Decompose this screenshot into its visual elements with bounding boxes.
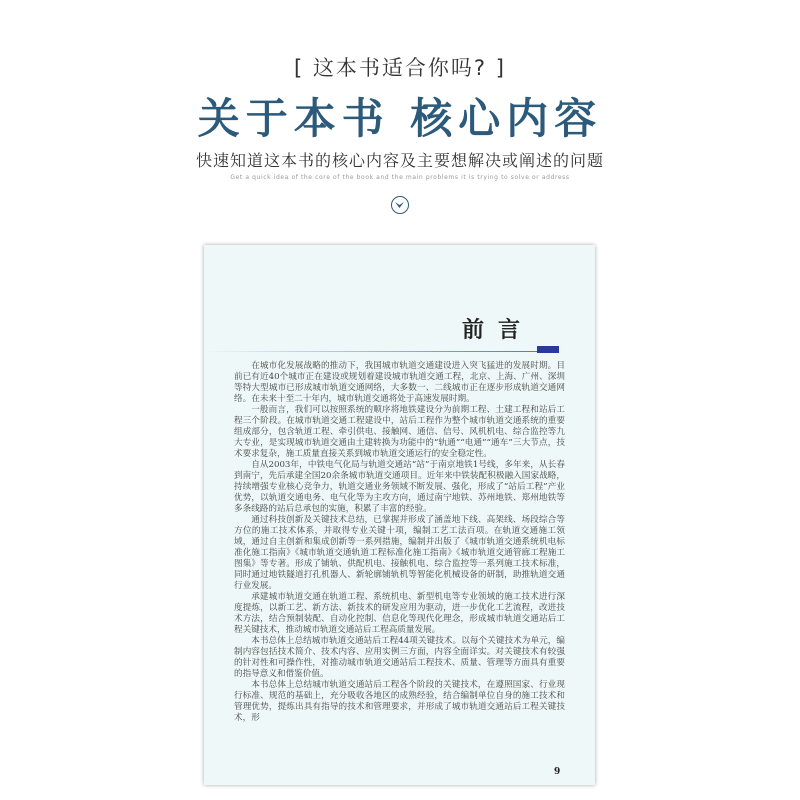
paragraph: 一般而言，我们可以按照系统的顺序将地铁建设分为前期工程、土建工程和站后工程三个阶段。在城市轨道交通工程建设中，站后工程作为整个城市轨道交通系统的重要组成部分，包含轨道工程、牵引供电、接触网、通信、信号、风机机电、综合监控等九大专业，是实现城市轨道交通由土建转换为功能中的“轨通”“电通”“通车”三大节点，技术要求复杂，施工质量直接关系到城市轨道交通运行的安全稳定性。 [234,405,565,459]
heading-rule [204,351,540,352]
section-subtitle-english: Get a quick idea of the core of the book and the main problems it is trying to solve or address [230,174,570,181]
paragraph: 承建城市轨道交通在轨道工程、系统机电、新型机电等专业领域的施工技术进行深度提炼，以新工艺、新方法、新技术的研发应用为驱动，进一步优化工艺流程，改进技术方法，结合预制装配、自动化控制、信息化等现代化理念，形成城市轨道交通站后工程关键技术，推动城市轨道交通站后工程高质量发展。 [234,592,565,635]
page-body [234,361,565,724]
paragraph: 通过科技创新及关键技术总结，已掌握并形成了涵盖地下线、高架线、场段综合等方位的施工技术体系，并取得专业关键十项，编制工艺工法百项。在轨道交通施工领域，通过自主创新和集成创新等一系列措施，编制并出版了《城市轨道交通系统机电标准化施工指南》《城市轨道交通轨道工程标准化施工指南》《城市轨道交通管廊工程施工图集》等专著。形成了铺轨、供配机电、接触机电、综合监控等一系列施工技术标准，同时通过地铁隧道打孔机器人、新轮廓铺轨机等智能化机械设备的研制，助推轨道交通行业发展。 [234,515,565,591]
chevron-down-circle-icon [391,196,409,214]
paragraph: 本书总体上总结城市轨道交通站后工程各个阶段的关键技术，在遵照国家、行业现行标准、规范的基础上，充分吸收各地区的成熟经验，结合编制单位自身的施工技术和管理优势，提炼出具有指导的技术和管理要求，并形成了城市轨道交通站后工程关键技术，形 [234,680,565,723]
tagline: [ 这本书适合你吗? ] [294,56,506,80]
page-number: 9 [554,767,561,777]
page-heading: 前言 [462,318,535,343]
book-page-preview [204,245,595,785]
paragraph: 本书总体上总结城市轨道交通站后工程44项关键技术。以每个关键技术为单元，编制内容包括技术简介、技术内容、应用实例三方面，内容全面详实。对关键技术有较强的针对性和可操作性，对推动城市轨道交通站后工程技术、质量、管理等方面具有重要的指导意义和借鉴价值。 [234,636,565,679]
paragraph: 自从2003年，中铁电气化局与轨道交通站“站”于南京地铁1号线，多年来，从长春到南宁，先后承建全国20余条城市轨道交通项目。近年来中铁装配积极融入国家战略，持续增强专业核心竞争力，轨道交通业务领域不断发展、强化，形成了“站后工程”产业优势，以轨道交通电务、电气化等为主攻方向，通过南宁地铁、苏州地铁、郑州地铁等多条线路的站后总承包的实施，积累了丰富的经验。 [234,460,565,514]
paragraph: 在城市化发展战略的推动下，我国城市轨道交通建设进入突飞猛进的发展时期。目前已有近40个城市正在建设或规划着建设城市轨道交通工程，北京、上海、广州、深圳等特大型城市已形成城市轨道交通网络，大多数一、二线城市正在逐步形成轨道交通网络。在未来十至二十年内，城市轨道交通将处于高速发展时期。 [234,361,565,404]
section-title: 关于本书 核心内容 [197,94,603,143]
heading-accent-block [537,346,559,353]
section-subtitle: 快速知道这本书的核心内容及主要想解决或阐述的问题 [195,151,604,170]
